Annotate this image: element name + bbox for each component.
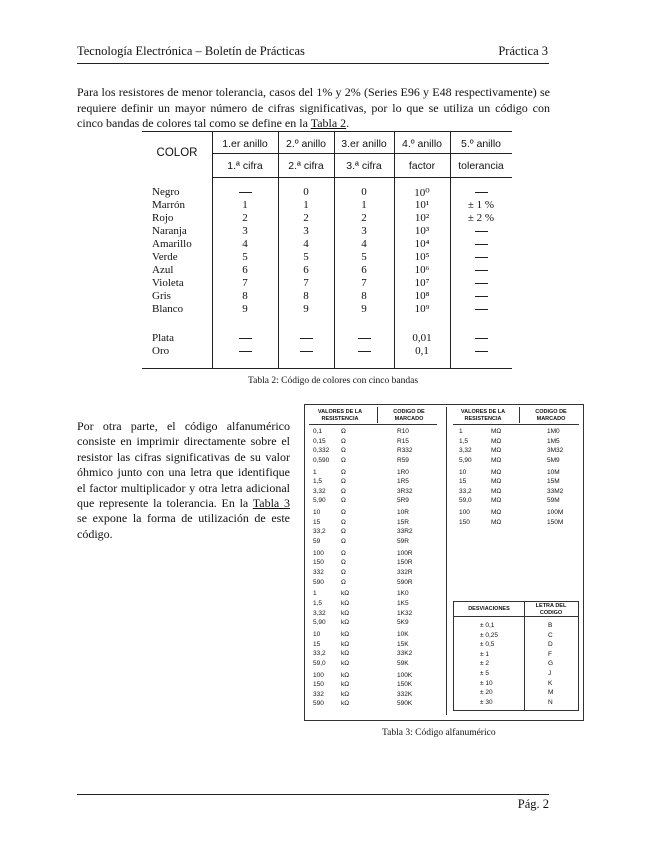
table-cell: 2 bbox=[303, 212, 309, 224]
marking-code: 59M bbox=[547, 497, 560, 505]
marking-code: 100R bbox=[397, 549, 413, 557]
table-cell: 4 bbox=[242, 238, 248, 250]
marking-code: 100M bbox=[547, 509, 564, 517]
marking-code: 59R bbox=[397, 538, 409, 545]
resistance-value: 590 bbox=[313, 700, 324, 708]
marking-code: 1R5 bbox=[397, 478, 409, 486]
empty-cell-dash bbox=[212, 186, 278, 198]
resistance-unit: kΩ bbox=[341, 590, 350, 598]
marking-code: 590R bbox=[397, 578, 413, 586]
resistance-value: 0,590 bbox=[313, 456, 330, 464]
table-cell: 9 bbox=[242, 303, 248, 315]
marking-code: 1R0 bbox=[397, 468, 409, 476]
marking-code: 15K bbox=[397, 640, 409, 648]
table-cell: 8 bbox=[242, 290, 248, 302]
table-cell: 4 bbox=[361, 238, 367, 250]
resistance-unit: Ω bbox=[341, 518, 346, 526]
table-cell: 3 bbox=[303, 225, 309, 237]
resistance-unit: Ω bbox=[341, 437, 346, 445]
resistance-unit: Ω bbox=[341, 487, 346, 495]
marking-code: 3R32 bbox=[397, 487, 413, 495]
table-cell: 0,1 bbox=[415, 345, 429, 357]
table-bottom-rule bbox=[142, 368, 512, 369]
tolerance-deviation: ± 2 bbox=[480, 660, 489, 668]
tolerance-letter: K bbox=[548, 679, 553, 687]
resistance-unit: Ω bbox=[341, 549, 346, 557]
marking-code: 1M0 bbox=[547, 428, 560, 435]
tolerance-deviation: ± 0,1 bbox=[480, 622, 495, 629]
column-header-meaning: factor bbox=[408, 160, 436, 172]
table-cell: 10⁰ bbox=[414, 187, 430, 199]
dash-mark bbox=[475, 351, 488, 352]
resistance-value: 10 bbox=[313, 631, 321, 638]
empty-cell-dash bbox=[450, 251, 512, 263]
tolerance-letter: M bbox=[548, 689, 554, 697]
resistance-value: 1 bbox=[313, 590, 317, 598]
column-header-meaning: tolerancia bbox=[458, 160, 504, 172]
t3-header-code-left: CODIGO DE MARCADO bbox=[393, 409, 425, 422]
table-cell: 3 bbox=[361, 225, 367, 237]
tolerance-box bbox=[453, 601, 579, 711]
tolerance-deviation: ± 5 bbox=[480, 670, 489, 677]
resistance-value: 1,5 bbox=[313, 600, 323, 607]
table-subheader-rule bbox=[212, 153, 512, 154]
resistance-value: 33,2 bbox=[313, 650, 326, 658]
resistance-unit: MΩ bbox=[491, 509, 502, 517]
color-name: Oro bbox=[152, 345, 170, 357]
color-name: Rojo bbox=[152, 212, 174, 224]
resistance-value: 150 bbox=[313, 681, 324, 689]
marking-code: 10R bbox=[397, 509, 409, 517]
intro-text: Para los resistores de menor tolerancia, casos del 1% y 2% (Series E96 y E48 respectivamente) se requiere definir un mayor número de cifras significativas, por lo que se utiliza un código con cinco bandas de colores tal como se define en la bbox=[77, 85, 550, 131]
resistance-unit: kΩ bbox=[341, 600, 350, 607]
resistance-value: 332 bbox=[313, 569, 324, 576]
empty-cell-dash bbox=[212, 332, 278, 344]
resistance-value: 150 bbox=[313, 559, 324, 567]
table2-caption: Tabla 2: Código de colores con cinco bandas bbox=[248, 376, 419, 386]
resistance-value: 5,90 bbox=[459, 456, 472, 464]
table-cell: 10³ bbox=[414, 225, 430, 237]
resistance-unit: MΩ bbox=[491, 468, 502, 476]
dash-mark bbox=[475, 338, 488, 339]
table-cell: 5 bbox=[303, 251, 309, 263]
marking-code: 15R bbox=[397, 518, 409, 526]
t3-header-rule bbox=[453, 424, 579, 425]
table-cell: 1 bbox=[242, 199, 248, 211]
table-cell: 4 bbox=[303, 238, 309, 250]
table-cell: 7 bbox=[303, 277, 309, 289]
color-name: Naranja bbox=[152, 225, 187, 237]
table-cell: 9 bbox=[303, 303, 309, 315]
resistance-unit: MΩ bbox=[491, 428, 502, 435]
resistance-value: 0,15 bbox=[313, 437, 326, 445]
marking-code: 150M bbox=[547, 518, 564, 526]
marking-code: R59 bbox=[397, 456, 409, 464]
table-cell: 6 bbox=[303, 264, 309, 276]
resistance-value: 100 bbox=[313, 549, 324, 557]
table-cell: 10⁵ bbox=[414, 251, 430, 263]
table-cell: ± 1 % bbox=[467, 199, 495, 211]
resistance-unit: MΩ bbox=[491, 497, 502, 505]
marking-code: 332K bbox=[397, 690, 413, 698]
footer-divider bbox=[77, 794, 549, 795]
tol-header-dev: DESVIACIONES bbox=[468, 606, 510, 612]
table3-caption: Tabla 3: Código alfanumérico bbox=[382, 728, 496, 738]
resistance-unit: kΩ bbox=[341, 671, 350, 679]
resistance-value: 1,5 bbox=[459, 437, 469, 445]
marking-code: 3M32 bbox=[547, 447, 564, 455]
resistance-value: 1 bbox=[459, 428, 463, 435]
tolerance-letter: G bbox=[548, 660, 554, 668]
marking-code: R10 bbox=[397, 428, 409, 435]
empty-cell-dash bbox=[450, 277, 512, 289]
column-header-ring: 5.º anillo bbox=[460, 138, 502, 150]
resistance-value: 33,2 bbox=[459, 487, 472, 495]
resistance-unit: Ω bbox=[341, 456, 346, 464]
column-header-ring: 4.º anillo bbox=[401, 138, 443, 150]
resistance-value: 5,90 bbox=[313, 497, 326, 505]
table-cell: 5 bbox=[361, 251, 367, 263]
marking-code: 150K bbox=[397, 681, 413, 689]
table-cell: 10⁷ bbox=[414, 277, 430, 289]
resistance-unit: Ω bbox=[341, 478, 346, 486]
resistance-value: 59 bbox=[313, 538, 321, 545]
marking-code: 5R9 bbox=[397, 497, 409, 505]
table-cell: 3 bbox=[242, 225, 248, 237]
tol-header-rule bbox=[454, 616, 578, 617]
color-name: Gris bbox=[152, 290, 171, 302]
resistance-unit: Ω bbox=[341, 509, 346, 517]
empty-cell-dash bbox=[212, 345, 278, 357]
tolerance-deviation: ± 1 bbox=[480, 650, 489, 658]
resistance-unit: Ω bbox=[341, 428, 346, 435]
table-cell: 8 bbox=[361, 290, 367, 302]
tolerance-deviation: ± 30 bbox=[480, 698, 493, 706]
t3-header-code-right: CODIGO DE MARCADO bbox=[535, 409, 567, 422]
color-name: Plata bbox=[152, 332, 174, 344]
table-cell: 10² bbox=[414, 212, 430, 224]
intro-end: . bbox=[346, 116, 350, 131]
resistance-value: 33,2 bbox=[313, 528, 326, 536]
color-name: Negro bbox=[152, 186, 180, 198]
empty-cell-dash bbox=[278, 345, 334, 357]
marking-code: 150R bbox=[397, 559, 413, 567]
tolerance-letter: B bbox=[548, 622, 553, 629]
table-cell: 10⁹ bbox=[414, 303, 430, 315]
tolerance-letter: F bbox=[548, 650, 552, 658]
t3-header-divider bbox=[377, 407, 378, 423]
dash-mark bbox=[475, 296, 488, 297]
dash-mark bbox=[475, 231, 488, 232]
color-code-table bbox=[142, 131, 512, 369]
t3-center-divider bbox=[446, 407, 447, 715]
table-cell: ± 2 % bbox=[467, 212, 495, 224]
table-cell: 9 bbox=[361, 303, 367, 315]
table-cell: 2 bbox=[361, 212, 367, 224]
marking-code: 33R2 bbox=[397, 528, 413, 536]
table-cell: 10⁶ bbox=[414, 264, 430, 276]
resistance-value: 1,5 bbox=[313, 478, 323, 486]
marking-code: R15 bbox=[397, 437, 409, 445]
column-header-ring: 1.er anillo bbox=[222, 138, 268, 150]
table-cell: 0 bbox=[361, 186, 367, 198]
column-header-ring: 3.er anillo bbox=[341, 138, 387, 150]
marking-code: 15M bbox=[547, 478, 560, 486]
column-header-meaning: 1.ª cifra bbox=[227, 160, 263, 172]
table-cell: 0,01 bbox=[412, 332, 432, 344]
table-cell: 5 bbox=[242, 251, 248, 263]
table3-link[interactable]: Tabla 3 bbox=[252, 496, 290, 511]
table-header-rule bbox=[212, 177, 512, 178]
resistance-value: 15 bbox=[313, 640, 321, 648]
resistance-value: 3,32 bbox=[459, 447, 472, 455]
column-header-meaning: 3.ª cifra bbox=[346, 160, 382, 172]
resistance-value: 0,332 bbox=[313, 447, 330, 455]
marking-code: 5K9 bbox=[397, 619, 409, 627]
table-top-rule bbox=[142, 131, 512, 132]
marking-code: 1K0 bbox=[397, 590, 409, 598]
header-practice: Práctica 3 bbox=[498, 44, 548, 58]
resistance-unit: kΩ bbox=[341, 681, 350, 689]
dash-mark bbox=[239, 351, 252, 352]
dash-mark bbox=[475, 270, 488, 271]
dash-mark bbox=[475, 192, 488, 193]
tolerance-deviation: ± 0,5 bbox=[480, 641, 495, 649]
alfanumeric-code-table bbox=[304, 404, 584, 721]
resistance-unit: kΩ bbox=[341, 609, 350, 617]
empty-cell-dash bbox=[450, 238, 512, 250]
resistance-unit: kΩ bbox=[341, 700, 350, 708]
resistance-unit: MΩ bbox=[491, 456, 502, 464]
column-header-ring: 2.º anillo bbox=[285, 138, 327, 150]
dash-mark bbox=[300, 351, 313, 352]
resistance-unit: MΩ bbox=[491, 437, 502, 445]
resistance-value: 59,0 bbox=[313, 659, 326, 667]
tolerance-letter: N bbox=[548, 698, 553, 706]
resistance-value: 0,1 bbox=[313, 428, 323, 435]
resistance-unit: Ω bbox=[341, 497, 346, 505]
empty-cell-dash bbox=[334, 332, 394, 344]
resistance-unit: Ω bbox=[341, 528, 346, 536]
alfanumeric-paragraph bbox=[77, 419, 290, 542]
marking-code: 332R bbox=[397, 569, 413, 576]
marking-code: 100K bbox=[397, 671, 413, 679]
empty-cell-dash bbox=[450, 264, 512, 276]
header-divider bbox=[77, 63, 549, 64]
resistance-value: 590 bbox=[313, 578, 324, 586]
dash-mark bbox=[475, 283, 488, 284]
marking-code: 10K bbox=[397, 631, 409, 638]
tol-header-code: LETRA DEL CODIGO bbox=[535, 603, 567, 616]
table2-link[interactable]: Tabla 2 bbox=[310, 116, 347, 131]
resistance-value: 3,32 bbox=[313, 609, 326, 617]
resistance-value: 150 bbox=[459, 518, 470, 526]
resistance-value: 15 bbox=[459, 478, 467, 486]
tol-divider bbox=[524, 602, 525, 710]
resistance-value: 3,32 bbox=[313, 487, 326, 495]
resistance-unit: Ω bbox=[341, 468, 346, 476]
para2-text: Por otra parte, el código alfanumérico consiste en imprimir directamente sobre el resistor las cifras significativas de su valor óhmico junto con una letra que identifique el factor multiplicador y otra letra adicional que represente la tolerancia. En la bbox=[77, 419, 290, 511]
resistance-value: 59,0 bbox=[459, 497, 472, 505]
color-name: Violeta bbox=[152, 277, 184, 289]
header-title: Tecnología Electrónica – Boletín de Prácticas bbox=[77, 44, 305, 58]
dash-mark bbox=[475, 257, 488, 258]
table-cell: 7 bbox=[361, 277, 367, 289]
resistance-value: 5,90 bbox=[313, 619, 326, 627]
resistance-unit: MΩ bbox=[491, 447, 502, 455]
dash-mark bbox=[300, 338, 313, 339]
marking-code: 1K5 bbox=[397, 600, 409, 607]
resistance-value: 100 bbox=[313, 671, 324, 679]
table-cell: 2 bbox=[242, 212, 248, 224]
marking-code: 10M bbox=[547, 468, 560, 476]
tolerance-letter: D bbox=[548, 641, 553, 649]
resistance-unit: MΩ bbox=[491, 518, 502, 526]
t3-header-values-left: VALORES DE LA RESISTENCIA bbox=[317, 409, 363, 422]
table-cell: 8 bbox=[303, 290, 309, 302]
marking-code: 1K32 bbox=[397, 609, 413, 617]
color-header: COLOR bbox=[156, 147, 198, 159]
resistance-unit: Ω bbox=[341, 559, 346, 567]
marking-code: 59K bbox=[397, 659, 409, 667]
resistance-unit: Ω bbox=[341, 447, 346, 455]
resistance-unit: kΩ bbox=[341, 650, 350, 658]
tolerance-deviation: ± 20 bbox=[480, 689, 493, 697]
t3-header-rule bbox=[309, 424, 437, 425]
marking-code: 1M5 bbox=[547, 437, 560, 445]
marking-code: 590K bbox=[397, 700, 413, 708]
resistance-unit: kΩ bbox=[341, 690, 350, 698]
resistance-unit: kΩ bbox=[341, 631, 350, 638]
resistance-value: 100 bbox=[459, 509, 470, 517]
table-cell: 6 bbox=[242, 264, 248, 276]
table-cell: 10¹ bbox=[414, 199, 430, 211]
empty-cell-dash bbox=[450, 345, 512, 357]
marking-code: 5M9 bbox=[547, 456, 560, 464]
t3-header-values-right: VALORES DE LA RESISTENCIA bbox=[460, 409, 506, 422]
resistance-unit: MΩ bbox=[491, 478, 502, 486]
empty-cell-dash bbox=[450, 186, 512, 198]
table-cell: 7 bbox=[242, 277, 248, 289]
marking-code: 33M2 bbox=[547, 487, 564, 495]
resistance-value: 10 bbox=[313, 509, 321, 517]
tolerance-deviation: ± 0,25 bbox=[480, 631, 499, 639]
color-name: Marrón bbox=[152, 199, 185, 211]
table-cell: 6 bbox=[361, 264, 367, 276]
tolerance-letter: C bbox=[548, 631, 553, 639]
resistance-unit: kΩ bbox=[341, 619, 350, 627]
resistance-value: 15 bbox=[313, 518, 321, 526]
tolerance-deviation: ± 10 bbox=[480, 679, 493, 687]
color-name: Azul bbox=[152, 264, 174, 276]
resistance-value: 332 bbox=[313, 690, 324, 698]
column-header-meaning: 2.ª cifra bbox=[288, 160, 324, 172]
resistance-value: 10 bbox=[459, 468, 467, 476]
color-name: Amarillo bbox=[152, 238, 192, 250]
empty-cell-dash bbox=[334, 345, 394, 357]
resistance-unit: Ω bbox=[341, 538, 346, 545]
empty-cell-dash bbox=[450, 290, 512, 302]
page-number: Pág. 2 bbox=[517, 797, 549, 811]
dash-mark bbox=[358, 351, 371, 352]
color-name: Verde bbox=[152, 251, 178, 263]
resistance-unit: kΩ bbox=[341, 640, 350, 648]
empty-cell-dash bbox=[450, 225, 512, 237]
dash-mark bbox=[475, 244, 488, 245]
dash-mark bbox=[358, 338, 371, 339]
marking-code: R332 bbox=[397, 447, 413, 455]
empty-cell-dash bbox=[450, 303, 512, 315]
t3-header-divider bbox=[519, 407, 520, 423]
table-cell: 10⁸ bbox=[414, 290, 430, 302]
resistance-unit: Ω bbox=[341, 569, 346, 576]
dash-mark bbox=[239, 338, 252, 339]
resistance-unit: kΩ bbox=[341, 659, 350, 667]
dash-mark bbox=[475, 309, 488, 310]
resistance-value: 1 bbox=[313, 468, 317, 476]
marking-code: 33K2 bbox=[397, 650, 413, 658]
resistance-unit: MΩ bbox=[491, 487, 502, 495]
table-cell: 0 bbox=[303, 186, 309, 198]
empty-cell-dash bbox=[450, 332, 512, 344]
tolerance-letter: J bbox=[548, 670, 552, 677]
table-cell: 1 bbox=[361, 199, 367, 211]
table-cell: 10⁴ bbox=[414, 238, 430, 250]
color-name: Blanco bbox=[152, 303, 184, 315]
dash-mark bbox=[239, 192, 252, 193]
table-cell: 1 bbox=[303, 199, 309, 211]
empty-cell-dash bbox=[278, 332, 334, 344]
para2-end: se expone la forma de utilización de este código. bbox=[77, 511, 290, 541]
resistance-unit: Ω bbox=[341, 578, 346, 586]
intro-paragraph bbox=[77, 85, 550, 132]
